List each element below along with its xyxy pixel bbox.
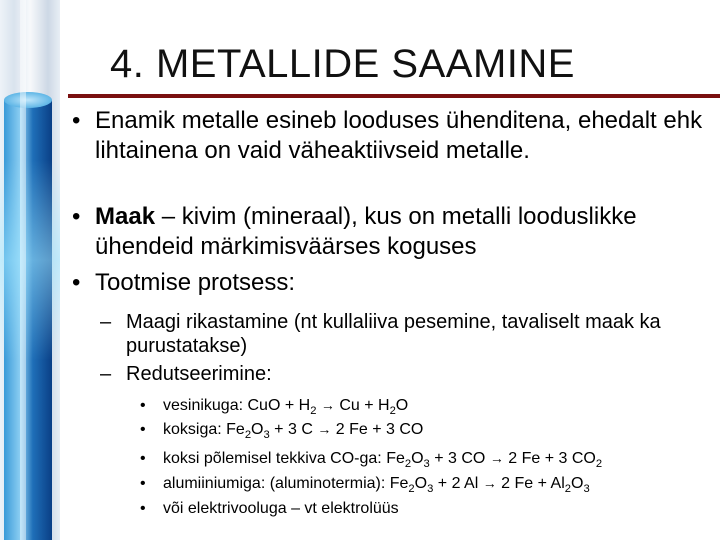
tube-meniscus: [4, 92, 52, 108]
sub-item-2: [100, 362, 710, 386]
reaction-item-5: [140, 497, 715, 520]
reaction-text: koksi põlemisel tekkiva CO-ga: $Fe_2O_3 + 3$ CO → 2 Fe + 3 $CO_2$: [163, 450, 603, 470]
bullet-marker: •: [72, 203, 81, 230]
slide-title: 4. METALLIDE SAAMINE: [110, 42, 575, 86]
reaction-item-2: [140, 418, 715, 441]
dash-marker: –: [100, 363, 112, 385]
bullet-text: Tootmise protsess:: [95, 269, 296, 296]
reaction-text: alumiiniumiga: (aluminotermia): $Fe_2O_3 + 2$ Al → 2 $Fe + Al_2O_3$: [163, 475, 590, 495]
dash-marker: –: [100, 311, 112, 333]
bullet-item-1: [72, 106, 712, 166]
bullet-marker: •: [140, 500, 146, 517]
bullet-marker: •: [140, 475, 146, 492]
reaction-item-3: [140, 447, 715, 470]
arrow-icon: →: [482, 475, 497, 491]
reaction-text: koksiga: $Fe_2O_3 + 3$ C → 2 Fe + 3 CO: [163, 421, 424, 441]
arrow-icon: →: [320, 397, 335, 413]
tube-shine: [20, 0, 26, 540]
bullet-item-3: [72, 268, 712, 298]
bullet-text: Maak – kivim (mineraal), kus on metalli looduslikke ühendeid märkimisväärses koguses: [95, 203, 637, 260]
bullet-text: Enamik metalle esineb looduses ühenditena, ehedalt ehk lihtainena on vaid väheaktiivseid metalle.: [95, 107, 703, 164]
arrow-icon: →: [489, 450, 504, 466]
arrow-icon: →: [317, 421, 332, 437]
bullet-marker: •: [140, 421, 146, 438]
reaction-text: vesinikuga: CuO + $H_2 \to Cu + H_2O$: [163, 397, 409, 417]
title-divider: [68, 94, 720, 98]
bullet-marker: •: [140, 450, 146, 467]
bullet-marker: •: [72, 269, 81, 296]
tube-glow: [0, 160, 60, 360]
bullet-marker: •: [72, 107, 81, 134]
bullet-marker: •: [140, 397, 146, 414]
reaction-item-4: [140, 472, 715, 495]
reaction-item-1: [140, 394, 715, 417]
reaction-text: või elektrivooluga – vt elektrolüüs: [163, 500, 399, 517]
sub-item-text: Redutseerimine:: [126, 363, 272, 385]
sub-item-text: Maagi rikastamine (nt kullaliiva pesemine, tavaliselt maak ka purustatakse): [126, 311, 661, 357]
bold-term: Maak: [95, 203, 156, 230]
bullet-item-2: [72, 202, 712, 262]
sub-item-1: [100, 310, 710, 358]
test-tube-image: [0, 0, 60, 540]
